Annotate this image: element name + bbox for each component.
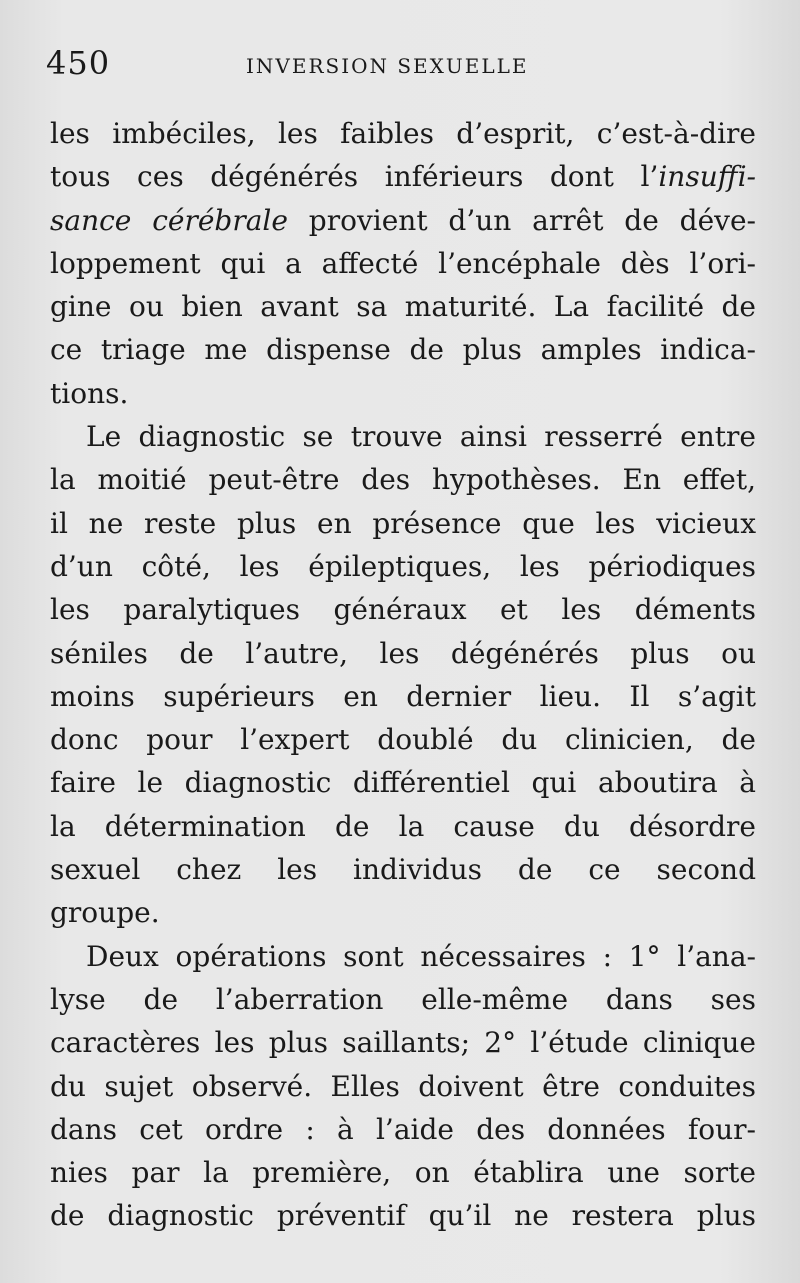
text-line: [50, 502, 756, 545]
text-line: [50, 761, 756, 804]
text-line: [50, 891, 756, 934]
italic-text: insuffi-: [658, 160, 756, 194]
italic-text: sance cérébrale: [50, 203, 288, 237]
text-line: [50, 372, 756, 415]
line-text: du sujet observé. Elles doivent être conduites: [50, 1069, 756, 1103]
text-line: [50, 112, 756, 155]
line-text: tions.: [50, 376, 129, 410]
line-text: faire le diagnostic différentiel qui aboutira à: [50, 766, 756, 800]
text-line: [50, 1108, 756, 1151]
line-text: les imbéciles, les faibles d’esprit, c’est-à-dire: [50, 117, 756, 150]
text-line: [50, 632, 756, 675]
page-header: [46, 44, 754, 84]
line-text: sexuel chez les individus de ce second: [50, 853, 756, 887]
line-text: tous ces dégénérés inférieurs dont l’: [50, 160, 659, 194]
text-line: [50, 328, 756, 371]
line-text: la moitié peut-être des hypothèses. En effet,: [50, 463, 756, 497]
line-text: caractères les plus saillants; 2° l’étude clinique: [50, 1026, 756, 1060]
text-line: [50, 458, 756, 501]
running-title: INVERSION SEXUELLE: [246, 54, 529, 78]
text-line: [50, 285, 756, 328]
line-text: ce triage me dispense de plus amples indica-: [50, 333, 756, 367]
body-text: [50, 112, 756, 1238]
text-line: [50, 415, 756, 458]
line-text: Deux opérations sont nécessaires : 1° l’ana-: [86, 939, 756, 973]
text-line: [50, 978, 756, 1021]
text-line: [50, 1194, 756, 1237]
line-text: séniles de l’autre, les dégénérés plus ou: [50, 636, 756, 670]
text-line: [50, 545, 756, 588]
line-text: groupe.: [50, 896, 160, 930]
line-text: Le diagnostic se trouve ainsi resserré entre: [86, 420, 756, 454]
line-text: gine ou bien avant sa maturité. La facilité de: [50, 290, 756, 324]
page-number: 450: [46, 44, 111, 82]
text-line: [50, 1021, 756, 1064]
text-line: [50, 935, 756, 978]
text-line: [50, 805, 756, 848]
line-text: donc pour l’expert doublé du clinicien, de: [50, 723, 756, 757]
text-line: [50, 1065, 756, 1108]
line-text: la détermination de la cause du désordre: [50, 809, 756, 843]
text-line: [50, 675, 756, 718]
line-text: lyse de l’aberration elle-même dans ses: [50, 982, 756, 1016]
line-text: les paralytiques généraux et les déments: [50, 593, 756, 627]
text-line: [50, 718, 756, 761]
text-line: [50, 588, 756, 631]
line-text: d’un côté, les épileptiques, les périodiques: [50, 549, 756, 583]
text-line: [50, 199, 756, 242]
text-line: [50, 1151, 756, 1194]
line-text: loppement qui a affecté l’encéphale dès l’ori-: [50, 246, 756, 280]
text-line: [50, 242, 756, 285]
line-text: il ne reste plus en présence que les vicieux: [50, 506, 756, 540]
line-text: provient d’un arrêt de déve-: [287, 203, 757, 237]
line-text: moins supérieurs en dernier lieu. Il s’agit: [50, 679, 756, 713]
text-line: [50, 155, 756, 198]
line-text: nies par la première, on établira une sorte: [50, 1156, 756, 1190]
line-text: de diagnostic préventif qu’il ne restera plus: [50, 1199, 756, 1233]
text-line: [50, 848, 756, 891]
line-text: dans cet ordre : à l’aide des données four-: [50, 1112, 756, 1146]
